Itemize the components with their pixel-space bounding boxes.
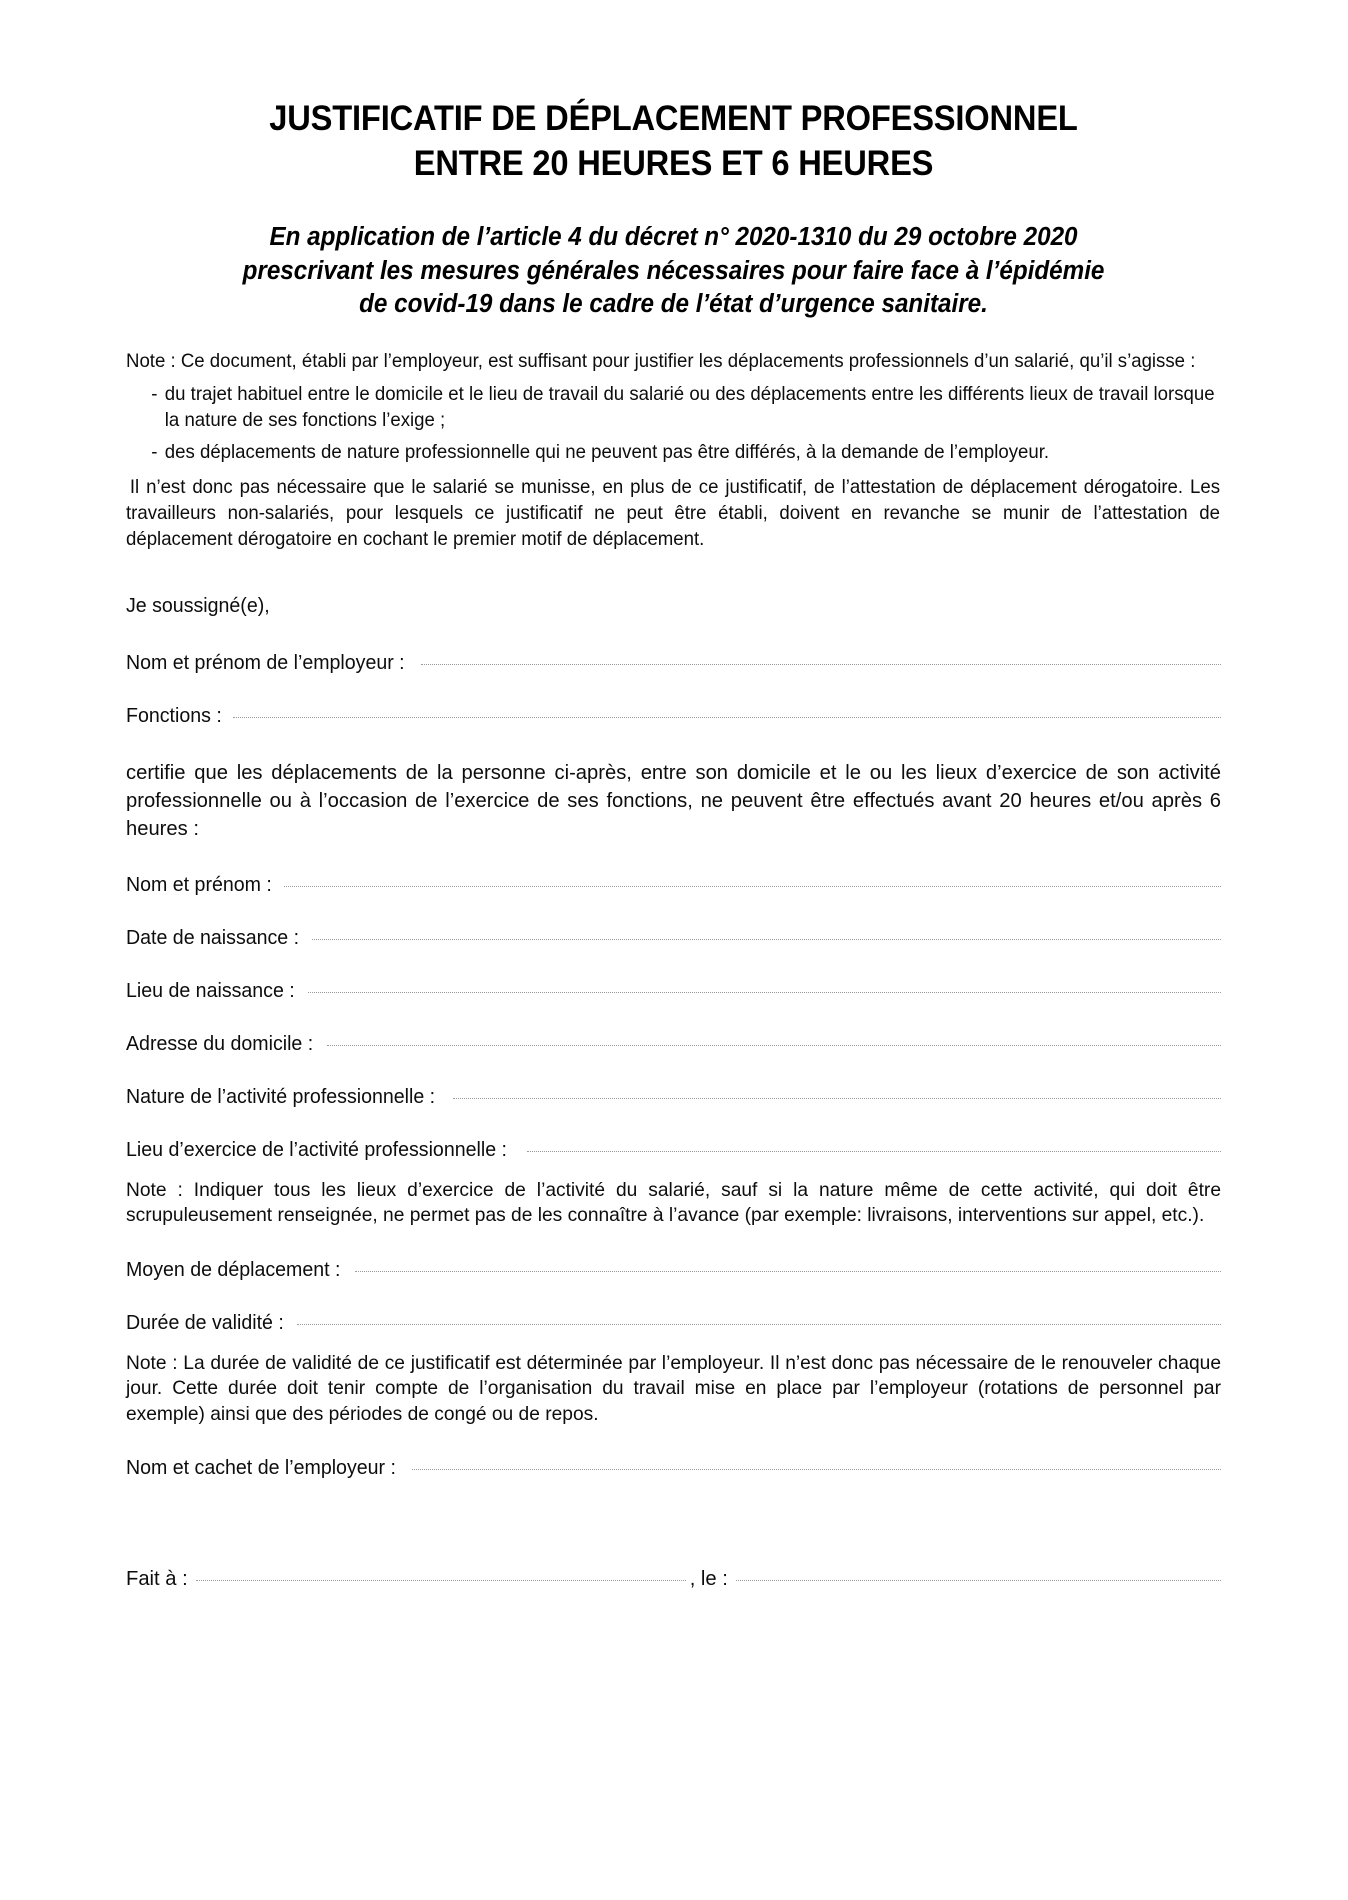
field-person-name[interactable] (126, 874, 1221, 897)
intro-note-block (126, 349, 1220, 553)
subtitle-line-2: prescrivant les mesures générales nécessaires pour faire face à l’épidémie (242, 256, 1105, 285)
field-input-line[interactable] (412, 1468, 1221, 1470)
intro-paragraph: Il n’est donc pas nécessaire que le salarié se munisse, en plus de ce justificatif, de l’attestation de déplacement dérogatoire. Les travailleurs non-salariés, pour lesquels ce justificatif ne peut être établi, doivent en revanche se munir de l’attestation de déplacement dérogatoire en cochant le premier motif de déplacement. (126, 477, 1221, 551)
field-label: Fonctions : (126, 705, 222, 728)
title-line-2: ENTRE 20 HEURES ET 6 HEURES (413, 143, 934, 184)
field-label: Nom et prénom : (126, 873, 272, 896)
footer-place-date-row[interactable] (126, 1568, 1221, 1591)
intro-note-text: Note : Ce document, établi par l’employeur, est suffisant pour justifier les déplacements professionnels d’un salarié, qu’il s’agisse : (126, 351, 1196, 373)
field-employer-stamp[interactable] (126, 1457, 1221, 1480)
field-input-line[interactable] (355, 1270, 1221, 1272)
field-validity-duration[interactable] (126, 1312, 1221, 1335)
list-item (126, 440, 1220, 466)
field-input-line[interactable] (308, 991, 1221, 993)
field-employer-function[interactable] (126, 705, 1221, 728)
list-item-text: du trajet habituel entre le domicile et le lieu de travail du salarié ou des déplacements entre les différents lieux de travail lorsque la nature de ses fonctions l’exige ; (164, 383, 1215, 431)
field-label: Date de naissance : (126, 926, 300, 949)
page-title (170, 96, 1177, 186)
field-input-line[interactable] (453, 1097, 1221, 1099)
field-input-line[interactable] (527, 1150, 1221, 1152)
certify-paragraph: certifie que les déplacements de la personne ci-après, entre son domicile et le ou les lieux d’exercice de son activité professionnelle ou à l’occasion de l’exercice de ses fonctions, ne peuvent être effectués avant 20 heures et/ou après 6 heures : (126, 762, 1221, 840)
field-label: Nom et cachet de l’employeur : (126, 1457, 396, 1480)
document-subtitle (153, 221, 1193, 322)
field-input-line[interactable] (327, 1044, 1221, 1046)
field-activity-place[interactable] (126, 1139, 1221, 1162)
field-label: Lieu de naissance : (126, 979, 295, 1002)
field-input-line[interactable] (284, 885, 1221, 887)
list-item-text: des déplacements de nature professionnelle qui ne peuvent pas être différés, à la demande de l’employeur. (164, 441, 1050, 463)
field-input-line[interactable] (421, 663, 1221, 665)
field-label: Durée de validité : (126, 1311, 284, 1334)
field-input-line[interactable] (233, 716, 1221, 718)
document-content (126, 96, 1221, 1591)
footer-place-input-line[interactable] (196, 1579, 686, 1581)
intro-bullet-list (126, 382, 1220, 466)
field-transport-means[interactable] (126, 1259, 1221, 1282)
field-label: Moyen de déplacement : (126, 1258, 341, 1281)
field-home-address[interactable] (126, 1033, 1221, 1056)
validity-note: Note : La durée de validité de ce justificatif est déterminée par l’employeur. Il n’est donc pas nécessaire de le renouveler chaque jour. Cette durée doit tenir compte de l’organisation du travail mise en place par l’employeur (rotations de personnel par exemple) ainsi que des périodes de congé ou de repos. (126, 1352, 1221, 1425)
workplace-note: Note : Indiquer tous les lieux d’exercice de l’activité du salarié, sauf si la nature même de cette activité, qui doit être scrupuleusement renseignée, ne permet pas de les connaître à l’avance (par exemple: livraisons, interventions sur appel, etc.). (126, 1179, 1221, 1227)
field-birth-date[interactable] (126, 927, 1221, 950)
field-label: Nature de l’activité professionnelle : (126, 1085, 436, 1108)
field-label: Adresse du domicile : (126, 1032, 314, 1055)
list-item (126, 382, 1220, 434)
footer-date-label: , le : (689, 1568, 728, 1591)
field-employer-name[interactable] (126, 652, 1221, 675)
bullet-dash-icon: - (151, 441, 158, 463)
footer-place-label: Fait à : (126, 1568, 188, 1591)
field-label: Nom et prénom de l’employeur : (126, 652, 405, 675)
field-activity-nature[interactable] (126, 1086, 1221, 1109)
bullet-dash-icon: - (151, 383, 158, 405)
undersigned-label: Je soussigné(e), (126, 595, 270, 618)
field-label: Lieu d’exercice de l’activité professionnelle : (126, 1138, 507, 1161)
subtitle-line-3: de covid-19 dans le cadre de l’état d’urgence sanitaire. (359, 290, 988, 319)
field-input-line[interactable] (312, 938, 1221, 940)
field-birth-place[interactable] (126, 980, 1221, 1003)
field-input-line[interactable] (297, 1323, 1221, 1325)
subtitle-line-1: En application de l’article 4 du décret n° 2020-1310 du 29 octobre 2020 (269, 223, 1078, 252)
footer-date-input-line[interactable] (736, 1579, 1221, 1581)
signature-space (126, 1480, 1221, 1506)
title-line-1: JUSTIFICATIF DE DÉPLACEMENT PROFESSIONNEL (269, 98, 1078, 138)
